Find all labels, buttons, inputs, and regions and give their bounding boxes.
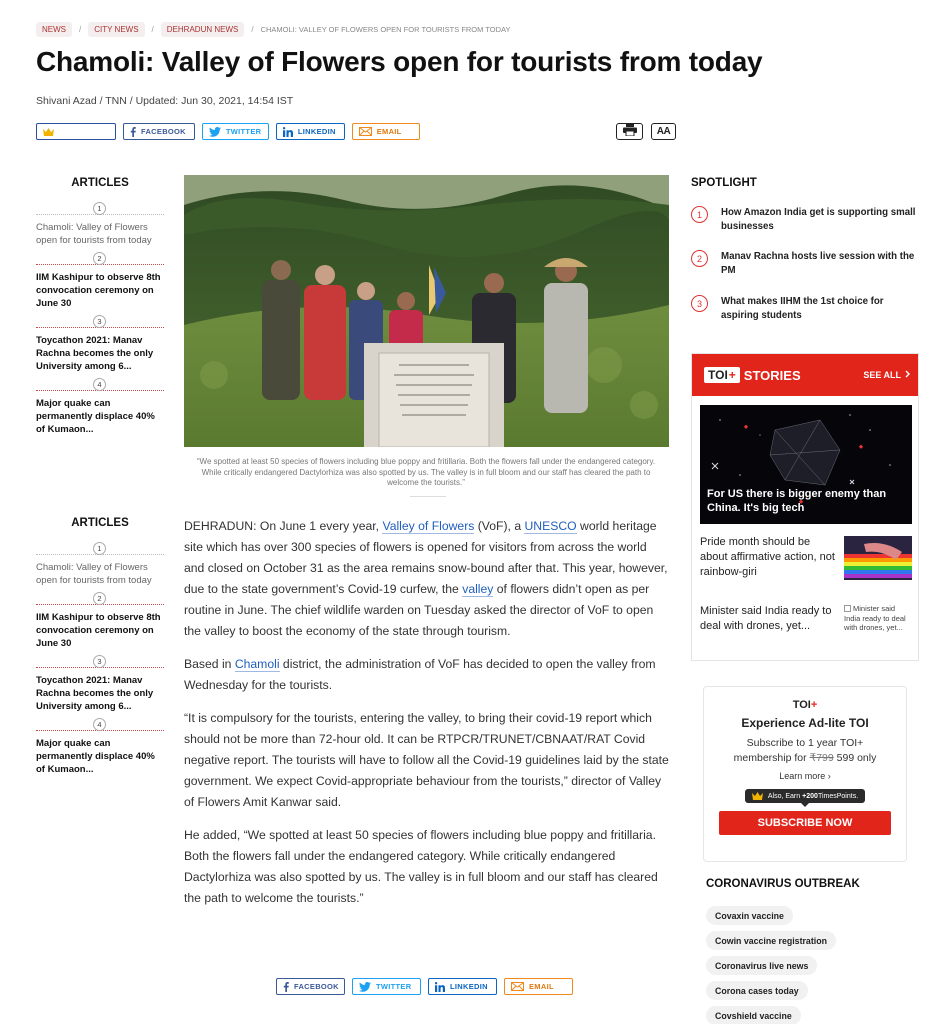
- share-bar-bottom: [276, 978, 573, 995]
- earn-text: Also, Earn: [767, 792, 801, 800]
- article-number: 4: [93, 718, 106, 731]
- spotlight-item[interactable]: [691, 206, 916, 233]
- article-list-item[interactable]: [36, 720, 164, 776]
- text: district, the administration of VoF has decided to open the valley from Wednesday for the tourists.: [184, 657, 656, 692]
- article-link[interactable]: Toycathon 2021: Manav Rachna becomes the only University among 6...: [36, 335, 154, 372]
- print-button[interactable]: [616, 123, 643, 140]
- facebook-share-label: FACEBOOK: [294, 982, 339, 991]
- earn-text: TimesPoints.: [817, 792, 859, 800]
- logo-text: TOI: [708, 368, 728, 382]
- link-valley[interactable]: valley: [462, 582, 494, 596]
- spotlight-heading: SPOTLIGHT: [691, 177, 757, 189]
- breadcrumb-dehradun-news[interactable]: DEHRADUN NEWS: [161, 22, 245, 37]
- topic-tag[interactable]: Covaxin vaccine: [706, 906, 793, 925]
- facebook-share-button[interactable]: [123, 123, 195, 140]
- story-hero-title: For US there is bigger enemy than China. It's big tech: [707, 488, 887, 514]
- logo-plus: +: [810, 699, 818, 711]
- breadcrumb-separator: /: [251, 25, 254, 34]
- article-list-item[interactable]: [36, 317, 164, 373]
- article-number: 4: [93, 378, 106, 391]
- linkedin-share-button[interactable]: [428, 978, 497, 995]
- twitter-share-label: TWITTER: [376, 982, 412, 991]
- facebook-share-label: FACEBOOK: [141, 127, 186, 136]
- spotlight-link[interactable]: What makes IIHM the 1st choice for aspiring students: [721, 296, 884, 321]
- paragraph: He added, “We spotted at least 50 species of flowers including blue poppy and fritillaria. Both the flowers fall under the endangered category. While critically endangered Dactylorhiza was also spotted by us. The valley is in full bloom and our staff has cleared the path to welcome the tourists.”: [184, 828, 658, 905]
- adlite-subscribe-box: [703, 686, 907, 862]
- toi-plus-logo: [704, 367, 740, 383]
- offer-text: Subscribe to 1 year TOI+ membership for: [733, 737, 864, 764]
- email-share-label: EMAIL: [376, 127, 402, 136]
- thumbnail-alt-text: Minister said India ready to deal with drones, yet...: [844, 604, 906, 632]
- article-link[interactable]: Major quake can permanently displace 40% of Kumaon...: [36, 738, 155, 775]
- photo-caption: “We spotted at least 50 species of flowers including blue poppy and fritillaria. Both the flowers fall under the endangered category. While critically endangered Dactylorhiza was also spotted by us. The valley is in full bloom and our staff has cleared the path to welcome the tourists.”: [196, 457, 656, 487]
- article-list-item[interactable]: [36, 254, 164, 310]
- topic-tag[interactable]: Cowin vaccine registration: [706, 931, 836, 950]
- earn-points: +200: [802, 792, 818, 800]
- article-link[interactable]: IIM Kashipur to observe 8th convocation ceremony on June 30: [36, 272, 161, 309]
- coronavirus-heading: CORONAVIRUS OUTBREAK: [706, 878, 860, 890]
- email-share-button[interactable]: [504, 978, 573, 995]
- twitter-share-button[interactable]: [352, 978, 421, 995]
- facebook-icon: [283, 982, 289, 992]
- article-list-item[interactable]: [36, 544, 164, 587]
- articles-sidebar: [36, 517, 164, 784]
- story-hero-card[interactable]: [700, 405, 912, 524]
- linkedin-share-label: LINKEDIN: [297, 127, 336, 136]
- new-price: 599 only: [833, 752, 877, 764]
- breadcrumb-city-news[interactable]: CITY NEWS: [88, 22, 144, 37]
- paragraph: [184, 516, 670, 642]
- facebook-share-button[interactable]: [276, 978, 345, 995]
- text: world heritage site which has over 300 species of flowers is opened for visitors from across the world and closed on October 31 as the area remains snow-bound after that. This year, however, due to the state government’s Covid-19 curfew, the: [184, 519, 668, 596]
- articles-sidebar: [36, 177, 164, 440]
- email-icon: [359, 127, 372, 136]
- link-chamoli[interactable]: Chamoli: [234, 657, 280, 671]
- adlite-title: Experience Ad-lite TOI: [741, 716, 869, 730]
- topic-tag[interactable]: Covshield vaccine: [706, 1006, 801, 1024]
- see-all-link[interactable]: [863, 370, 910, 380]
- link-valley-of-flowers[interactable]: Valley of Flowers: [382, 519, 475, 533]
- spotlight-item[interactable]: [691, 295, 916, 322]
- toi-stories-widget: [691, 353, 919, 661]
- twitter-share-label: TWITTER: [225, 127, 262, 136]
- article-link[interactable]: Chamoli: Valley of Flowers open for tourists from today: [36, 222, 152, 246]
- article-link[interactable]: Toycathon 2021: Manav Rachna becomes the only University among 6...: [36, 675, 154, 712]
- chevron-right-icon: [905, 370, 910, 380]
- linkedin-icon: [283, 127, 293, 137]
- adlite-offer: [704, 736, 906, 766]
- timespoints-badge: [745, 789, 865, 803]
- breadcrumb-news[interactable]: NEWS: [36, 22, 72, 37]
- article-link[interactable]: Major quake can permanently displace 40% of Kumaon...: [36, 398, 155, 435]
- stories-header: [692, 354, 918, 396]
- old-price: ₹799: [809, 752, 834, 764]
- article-link[interactable]: Chamoli: Valley of Flowers open for tourists from today: [36, 562, 152, 586]
- linkedin-icon: [435, 982, 445, 992]
- text: (VoF), a: [474, 519, 525, 533]
- paragraph: “It is compulsory for the tourists, entering the valley, to bring their covid-19 report which should not be more than 72-hour old. It can be RTPCR/TRUNET/CBNAAT/RAT Covid negative report. The tourists will have to follow all the Covid-19 guidelines laid by the state government. We expect Covid-appropriate behaviour from the tourists,” director of Valley of Flowers Amit Kanwar said.: [184, 711, 669, 809]
- divider: [410, 496, 446, 497]
- article-number: 3: [93, 655, 106, 668]
- story-thumbnail: [844, 536, 912, 580]
- linkedin-share-button[interactable]: [276, 123, 345, 140]
- articles-heading: ARTICLES: [71, 517, 129, 529]
- spotlight-number: 3: [691, 295, 708, 312]
- spotlight-item[interactable]: [691, 250, 916, 277]
- article-list-item[interactable]: [36, 204, 164, 247]
- story-thumbnail-broken: [844, 604, 912, 648]
- paragraph: [184, 654, 670, 696]
- linkedin-share-label: LINKEDIN: [450, 982, 488, 991]
- article-number: 1: [93, 542, 106, 555]
- subscribe-now-button[interactable]: SUBSCRIBE NOW: [719, 811, 891, 835]
- logo-text: TOI: [792, 699, 811, 711]
- spotlight-number: 2: [691, 250, 708, 267]
- email-icon: [511, 982, 524, 991]
- facebook-icon: [130, 127, 136, 137]
- logo-plus: +: [728, 368, 736, 382]
- share-bar-top: [36, 123, 420, 140]
- story-title: Minister said India ready to deal with drones, yet...: [700, 605, 832, 632]
- breadcrumb: [36, 22, 510, 37]
- printer-icon: [623, 124, 637, 139]
- article-number: 1: [93, 202, 106, 215]
- article-list-item[interactable]: [36, 380, 164, 436]
- topic-tag[interactable]: Coronavirus live news: [706, 956, 817, 975]
- article-number: 2: [93, 252, 106, 265]
- email-share-button[interactable]: [352, 123, 420, 140]
- toi-plus-logo: [704, 699, 906, 711]
- breadcrumb-separator: /: [79, 25, 82, 34]
- font-size-button[interactable]: [651, 123, 676, 140]
- twitter-icon: [209, 127, 221, 137]
- breadcrumb-separator: /: [151, 25, 154, 34]
- crown-icon: [752, 792, 763, 800]
- twitter-share-button[interactable]: [202, 123, 269, 140]
- topic-tag[interactable]: Corona cases today: [706, 981, 808, 1000]
- article-title: Chamoli: Valley of Flowers open for tourists from today: [36, 46, 763, 77]
- spotlight-link[interactable]: How Amazon India get is supporting small businesses: [721, 207, 916, 232]
- article-number: 2: [93, 592, 106, 605]
- article-list-item[interactable]: [36, 594, 164, 650]
- article-photo: [184, 175, 669, 447]
- spotlight-link[interactable]: Manav Rachna hosts live session with the PM: [721, 251, 915, 276]
- article-link[interactable]: IIM Kashipur to observe 8th convocation ceremony on June 30: [36, 612, 161, 649]
- text: of flowers didn’t open as per routine in June. The chief wildlife warden on Tuesday asked the director of VoF to open the valley to boost the economy of the state through tourism.: [184, 582, 654, 638]
- article-number: 3: [93, 315, 106, 328]
- text: Based in: [184, 657, 235, 671]
- article-body: [184, 516, 670, 921]
- article-list-item[interactable]: [36, 657, 164, 713]
- spotlight-number: 1: [691, 206, 708, 223]
- story-title: Pride month should be about affirmative action, not rainbow-giri: [700, 536, 835, 578]
- article-byline: Shivani Azad / TNN / Updated: Jun 30, 2021, 14:54 IST: [36, 95, 294, 107]
- articles-heading: ARTICLES: [71, 177, 129, 189]
- toi-plus-button[interactable]: [36, 123, 116, 140]
- stories-title: STORIES: [743, 367, 801, 383]
- see-all-label: SEE ALL: [863, 370, 901, 380]
- link-unesco[interactable]: UNESCO: [524, 519, 577, 533]
- text: DEHRADUN: On June 1 every year,: [184, 519, 383, 533]
- crown-icon: [43, 128, 54, 136]
- broken-image-icon: [844, 605, 851, 612]
- twitter-icon: [359, 982, 371, 992]
- breadcrumb-current: CHAMOLI: VALLEY OF FLOWERS OPEN FOR TOURISTS FROM TODAY: [260, 25, 511, 34]
- learn-more-link[interactable]: Learn more ›: [779, 771, 831, 781]
- font-size-label: AA: [656, 126, 671, 137]
- email-share-label: EMAIL: [529, 982, 554, 991]
